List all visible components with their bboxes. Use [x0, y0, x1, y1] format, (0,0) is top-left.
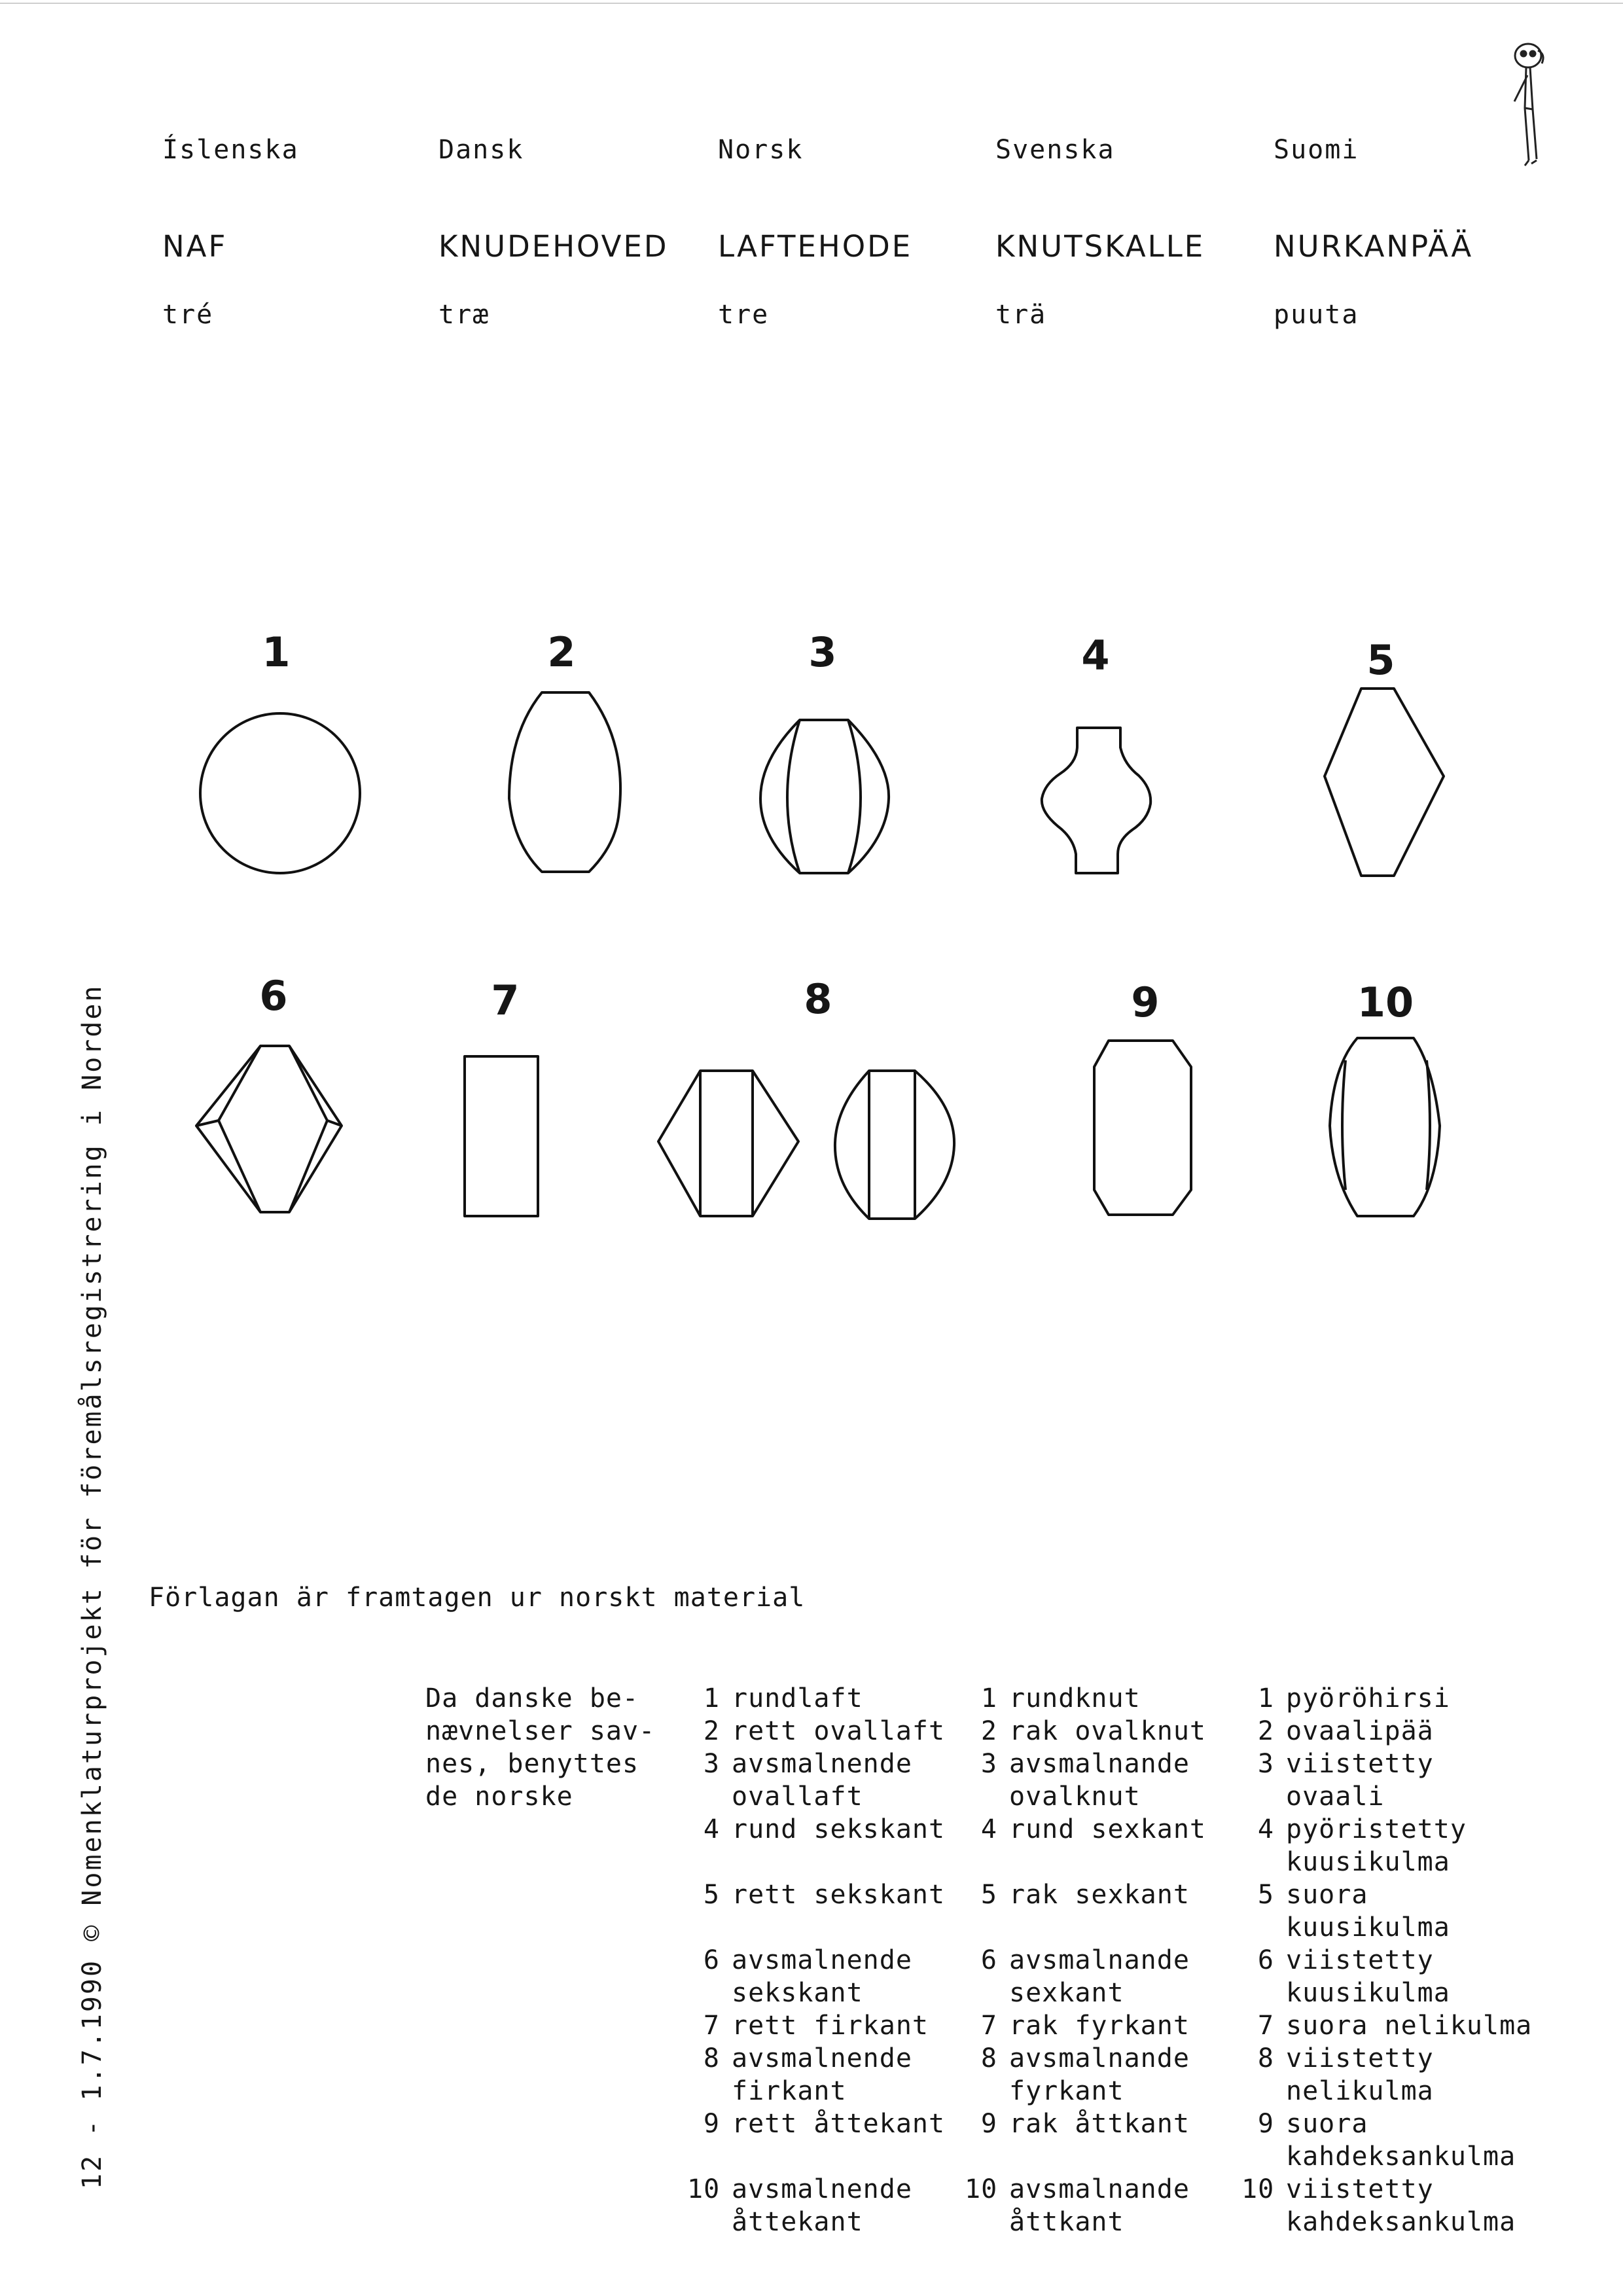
list-item: 3 viistetty ovaali [1257, 1749, 1434, 1812]
term-dansk: KNUDEHOVED [438, 229, 669, 264]
figure-number-8: 8 [804, 975, 832, 1023]
material-norsk: tre [718, 300, 770, 330]
list-item: 8 viistetty nelikulma [1257, 2043, 1434, 2106]
figure-number-1: 1 [262, 628, 291, 676]
profile-7-straight-rectangle [465, 1056, 538, 1216]
list-item: 2 rak ovalknut [980, 1716, 1206, 1746]
figure-number-9: 9 [1131, 978, 1160, 1026]
language-norsk: Norsk [718, 135, 804, 165]
side-copyright-text: 12 - 1.7.1990 © Nomenklaturprojekt för föremålsregistrering i Norden [77, 984, 107, 2189]
profile-8-tapered-rectangle [658, 1071, 954, 1219]
profile-6-tapered-hexagon [196, 1046, 342, 1212]
list-item: 4 rund sekskant [703, 1814, 946, 1844]
term-suomi: NURKANPÄÄ [1274, 229, 1474, 264]
figure-number-3: 3 [808, 628, 837, 676]
danish-note: Da danske be- nævnelser sav- nes, benyttes de norske [425, 1683, 656, 1812]
list-item: 5 rett sekskant [703, 1880, 946, 1910]
profile-9-straight-octagon [1094, 1041, 1191, 1215]
profile-10-tapered-octagon [1330, 1038, 1440, 1216]
language-islenska: Íslenska [162, 135, 299, 165]
list-item: 6 viistetty kuusikulma [1257, 1945, 1450, 2008]
profile-3-tapered-oval [760, 720, 889, 873]
list-item: 8 avsmalnende firkant [703, 2043, 912, 2106]
list-item: 1 pyöröhirsi [1257, 1683, 1450, 1713]
material-dansk: træ [438, 300, 490, 330]
list-item: 2 rett ovallaft [703, 1716, 946, 1746]
material-islenska: tré [162, 300, 214, 330]
figure-number-7: 7 [491, 977, 520, 1024]
list-item: 10 avsmalnende åttekant [687, 2174, 912, 2237]
list-item: 7 suora nelikulma [1257, 2011, 1533, 2041]
list-item: 6 avsmalnende sekskant [703, 1945, 912, 2008]
term-svenska: KNUTSKALLE [995, 229, 1205, 264]
language-svenska: Svenska [995, 135, 1115, 165]
profile-2-straight-oval [509, 692, 620, 872]
swedish-term-list [965, 1682, 1206, 2238]
term-norsk: LAFTEHODE [718, 229, 913, 264]
material-suomi: puuta [1274, 300, 1359, 330]
list-item: 7 rett firkant [703, 2011, 929, 2041]
figure-number-6: 6 [259, 972, 288, 1020]
list-item: 3 avsmalnende ovallaft [703, 1749, 912, 1812]
profile-5-straight-hexagon [1325, 689, 1444, 876]
list-item: 9 rett åttekant [703, 2109, 946, 2139]
list-item: 5 suora kuusikulma [1257, 1880, 1450, 1943]
figure-number-10: 10 [1357, 978, 1414, 1026]
list-item: 1 rundlaft [703, 1683, 863, 1713]
list-item: 7 rak fyrkant [980, 2011, 1190, 2041]
list-item: 4 rund sexkant [980, 1814, 1206, 1844]
list-item: 9 rak åttkant [980, 2109, 1190, 2139]
profile-4-round-hexagon [1042, 728, 1150, 873]
list-item: 5 rak sexkant [980, 1880, 1190, 1910]
figure-number-2: 2 [547, 628, 576, 676]
list-item: 9 suora kahdeksankulma [1257, 2109, 1516, 2172]
finnish-term-list [1241, 1682, 1532, 2238]
material-svenska: trä [995, 300, 1047, 330]
term-islenska: NAF [162, 229, 228, 264]
list-item: 1 rundknut [980, 1683, 1141, 1713]
profile-1-round [200, 713, 360, 873]
list-item: 8 avsmalnande fyrkant [980, 2043, 1190, 2106]
source-note: Förlagan är framtagen ur norskt material [149, 1583, 806, 1613]
list-item: 2 ovaalipää [1257, 1716, 1434, 1746]
list-item: 6 avsmalnande sexkant [980, 1945, 1190, 2008]
norwegian-term-list [687, 1682, 945, 2238]
list-item: 10 avsmalnande åttkant [965, 2174, 1190, 2237]
language-suomi: Suomi [1274, 135, 1359, 165]
list-item: 10 viistetty kahdeksankulma [1241, 2174, 1516, 2237]
list-item: 3 avsmalnande ovalknut [980, 1749, 1190, 1812]
figure-number-5: 5 [1366, 636, 1395, 684]
list-item: 4 pyöristetty kuusikulma [1257, 1814, 1467, 1877]
figure-number-4: 4 [1081, 632, 1110, 679]
language-dansk: Dansk [438, 135, 524, 165]
